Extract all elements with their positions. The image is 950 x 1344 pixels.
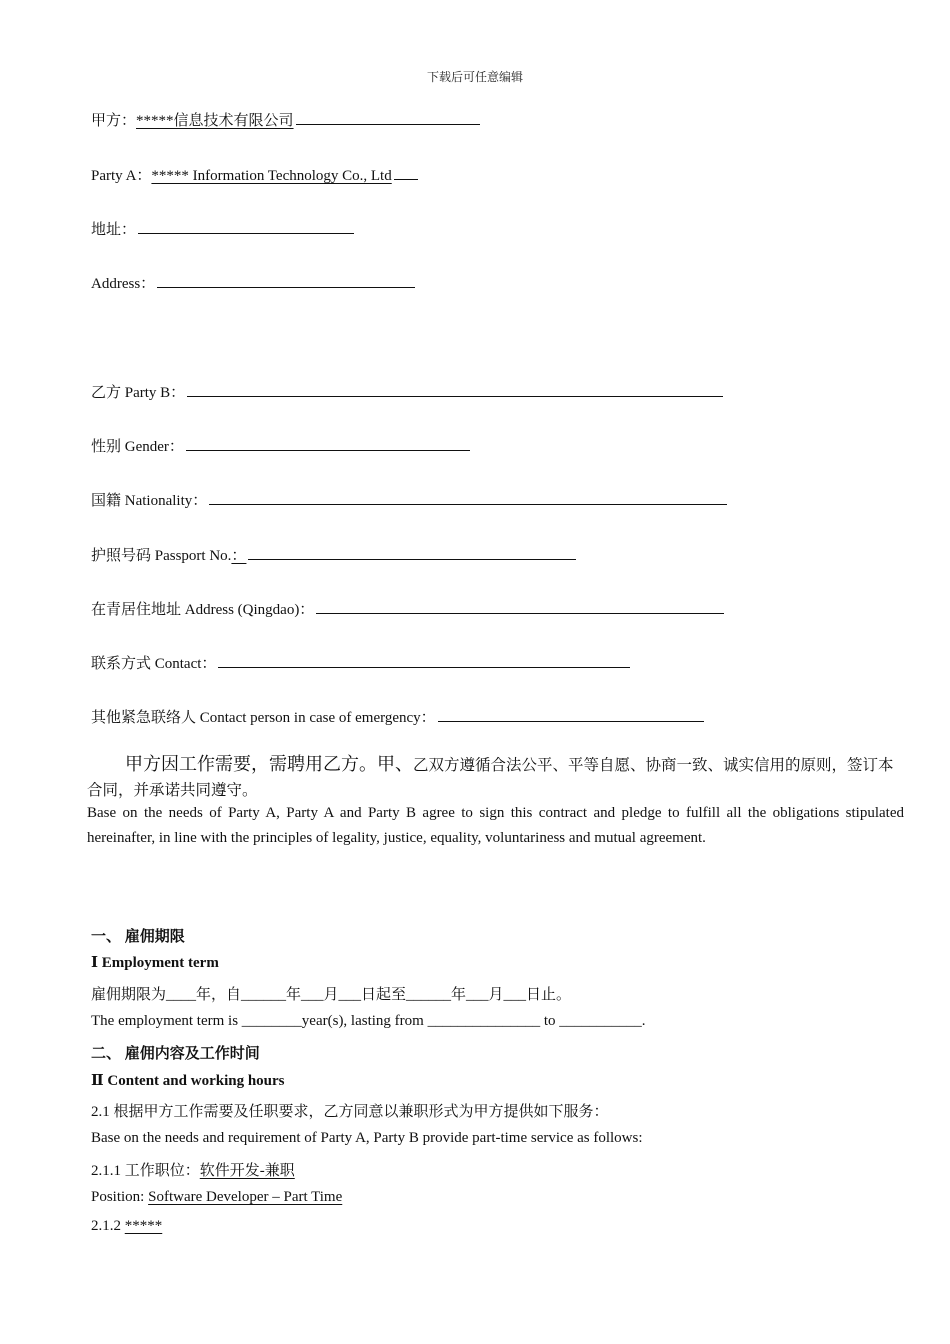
address-en-line <box>91 272 415 293</box>
clause-2-1-en: Base on the needs and requirement of Party A, Party B provide part-time service as follows: <box>91 1130 643 1146</box>
party-a-cn-line <box>91 109 480 130</box>
section1-en-title: Ⅰ Employment term <box>91 955 219 971</box>
passport-line <box>91 544 576 565</box>
party-b-line <box>91 381 723 402</box>
address-cn-line <box>91 218 354 239</box>
party-a-cn-label: 甲方： <box>91 113 137 129</box>
gender-label: 性别 Gender： <box>91 439 184 455</box>
clause-2-1-1-cn-label: 2.1.1 工作职位： <box>91 1163 200 1179</box>
qingdao-address-blank <box>316 599 724 614</box>
nationality-label: 国籍 Nationality： <box>91 493 208 509</box>
qingdao-address-line <box>91 598 724 619</box>
clause-2-1-1-en-line <box>91 1189 342 1206</box>
qingdao-address-label: 在青居住地址 Address (Qingdao)： <box>91 602 315 618</box>
party-a-en-label: Party A： <box>91 168 152 184</box>
address-en-label: Address： <box>91 276 156 292</box>
passport-blank <box>248 545 576 560</box>
passport-label: 护照号码 Passport No. <box>91 548 232 564</box>
address-cn-blank <box>138 219 354 234</box>
clause-2-1-1-cn-value: 软件开发-兼职 <box>199 1163 295 1179</box>
party-a-cn-value: *****信息技术有限公司 <box>136 113 294 129</box>
contact-blank <box>218 653 630 668</box>
party-b-label: 乙方 Party B： <box>91 385 186 401</box>
contact-label: 联系方式 Contact： <box>91 656 217 672</box>
party-a-en-blank <box>394 165 418 180</box>
clause-2-1-2-label: 2.1.2 <box>91 1218 125 1234</box>
gender-line <box>91 435 470 456</box>
clause-2-1-cn: 2.1 根据甲方工作需要及任职要求，乙方同意以兼职形式为甲方提供如下服务： <box>91 1104 609 1120</box>
section1-cn-text: 雇佣期限为____年，自______年___月___日起至______年___月___日止。 <box>91 987 572 1003</box>
section2-cn-title: 二、 雇佣内容及工作时间 <box>91 1046 260 1062</box>
emergency-line <box>91 706 704 727</box>
clause-2-1-2-line <box>91 1218 162 1235</box>
party-a-en-line <box>91 164 418 185</box>
gender-blank <box>186 436 470 451</box>
section1-cn-title: 一、 雇佣期限 <box>91 929 185 945</box>
address-en-blank <box>157 273 415 288</box>
emergency-label: 其他紧急联络人 Contact person in case of emergency： <box>91 710 436 726</box>
nationality-line <box>91 489 727 510</box>
header-note: 下载后可任意编辑 <box>426 70 523 84</box>
party-b-blank <box>187 382 723 397</box>
intro-cn-rest: 乙双方遵循合法公平、平等自愿、协商一致、诚实信用的原则，签订本合同，并承诺共同遵守。 <box>87 757 894 799</box>
clause-2-1-2-value: ***** <box>124 1218 163 1234</box>
address-cn-label: 地址： <box>91 222 137 238</box>
section2-en-title: Ⅱ Content and working hours <box>91 1073 285 1089</box>
party-a-cn-blank <box>296 110 480 125</box>
clause-2-1-1-cn-line <box>91 1159 295 1180</box>
section1-en-text: The employment term is ________year(s), lasting from _______________ to ___________. <box>91 1013 646 1029</box>
passport-colon: ： <box>231 548 247 564</box>
party-a-en-value: ***** Information Technology Co., Ltd <box>151 168 392 184</box>
nationality-blank <box>209 490 727 505</box>
emergency-blank <box>438 707 704 722</box>
clause-2-1-1-en-value: Software Developer – Part Time <box>148 1189 343 1205</box>
clause-2-1-1-en-label: Position: <box>91 1189 149 1205</box>
intro-en-paragraph: Base on the needs of Party A, Party A and Party B agree to sign this contract and pledge to fulfill all the obligations stipulated hereinafter, in line with the principles of legality, justice, equality, voluntariness and mutual agreement. <box>87 805 904 846</box>
intro-cn-lead: 甲方因工作需要，需聘用乙方。甲、 <box>125 754 413 774</box>
intro-cn-paragraph <box>87 752 904 803</box>
contact-line <box>91 652 630 673</box>
